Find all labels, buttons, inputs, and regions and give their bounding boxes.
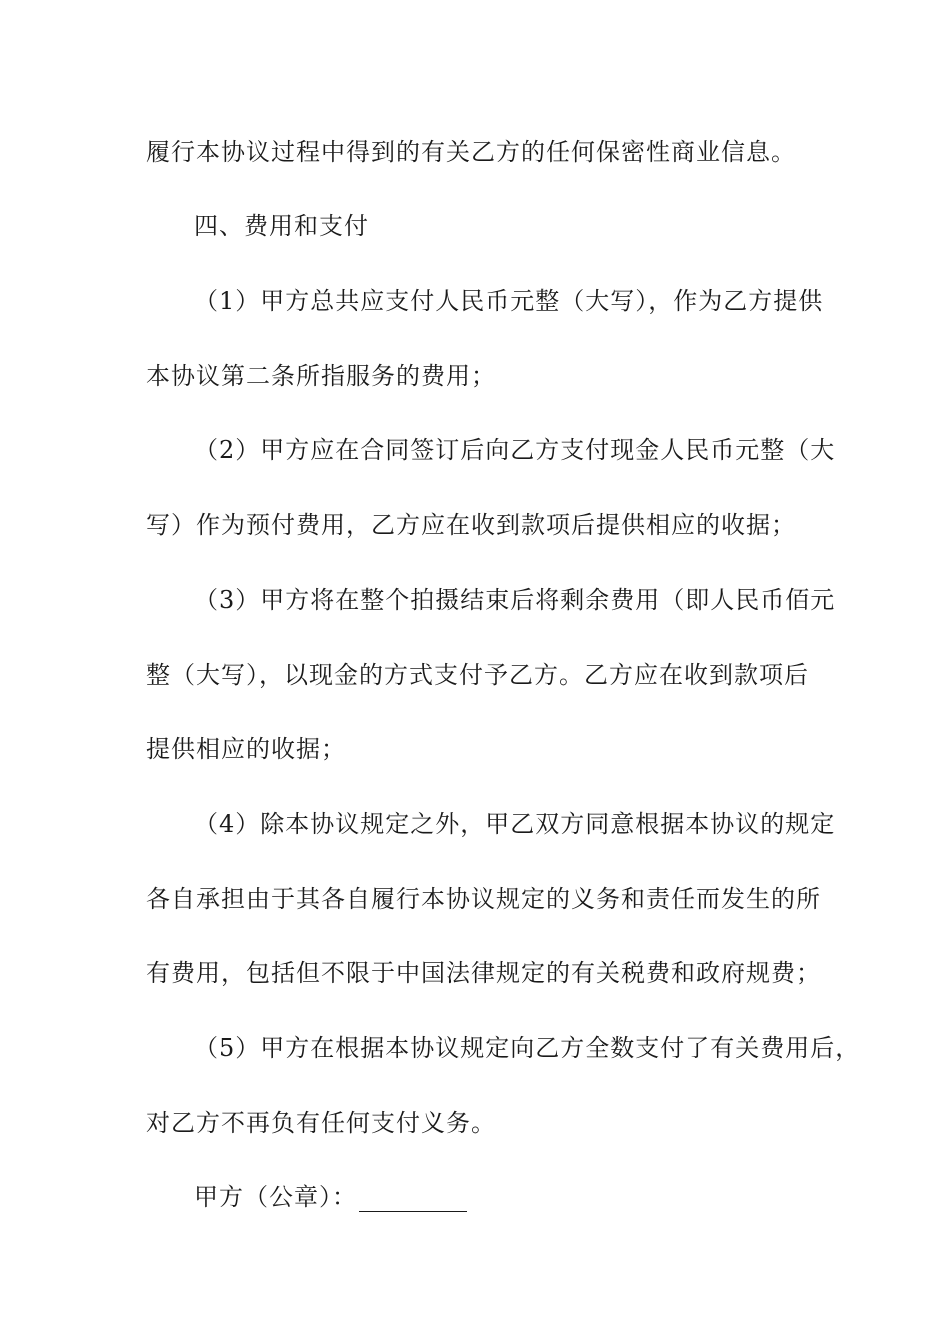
signature-line — [194, 1182, 467, 1212]
signature-label: 甲方（公章）： — [194, 1183, 357, 1211]
text-line: 本协议第二条所指服务的费用； — [146, 362, 496, 390]
section-heading: 四、费用和支付 — [194, 212, 369, 240]
text-line: 有费用，包括但不限于中国法律规定的有关税费和政府规费； — [146, 959, 821, 987]
text-line: （3）甲方将在整个拍摄结束后将剩余费用（即人民币佰元 — [194, 586, 836, 614]
text-line: 提供相应的收据； — [146, 735, 346, 763]
signature-blank[interactable] — [359, 1189, 467, 1212]
text-line: 各自承担由于其各自履行本协议规定的义务和责任而发生的所 — [146, 885, 821, 913]
text-line: （4）除本协议规定之外，甲乙双方同意根据本协议的规定 — [194, 810, 836, 838]
text-line: 对乙方不再负有任何支付义务。 — [146, 1109, 496, 1137]
text-line: 写）作为预付费用，乙方应在收到款项后提供相应的收据； — [146, 511, 796, 539]
text-line: 整（大写），以现金的方式支付予乙方。乙方应在收到款项后 — [146, 661, 809, 689]
text-line: 履行本协议过程中得到的有关乙方的任何保密性商业信息。 — [146, 138, 796, 166]
text-line: （5）甲方在根据本协议规定向乙方全数支付了有关费用后， — [194, 1034, 861, 1062]
text-line: （2）甲方应在合同签订后向乙方支付现金人民币元整（大 — [194, 436, 836, 464]
text-line: （1）甲方总共应支付人民币元整（大写），作为乙方提供 — [194, 287, 824, 315]
